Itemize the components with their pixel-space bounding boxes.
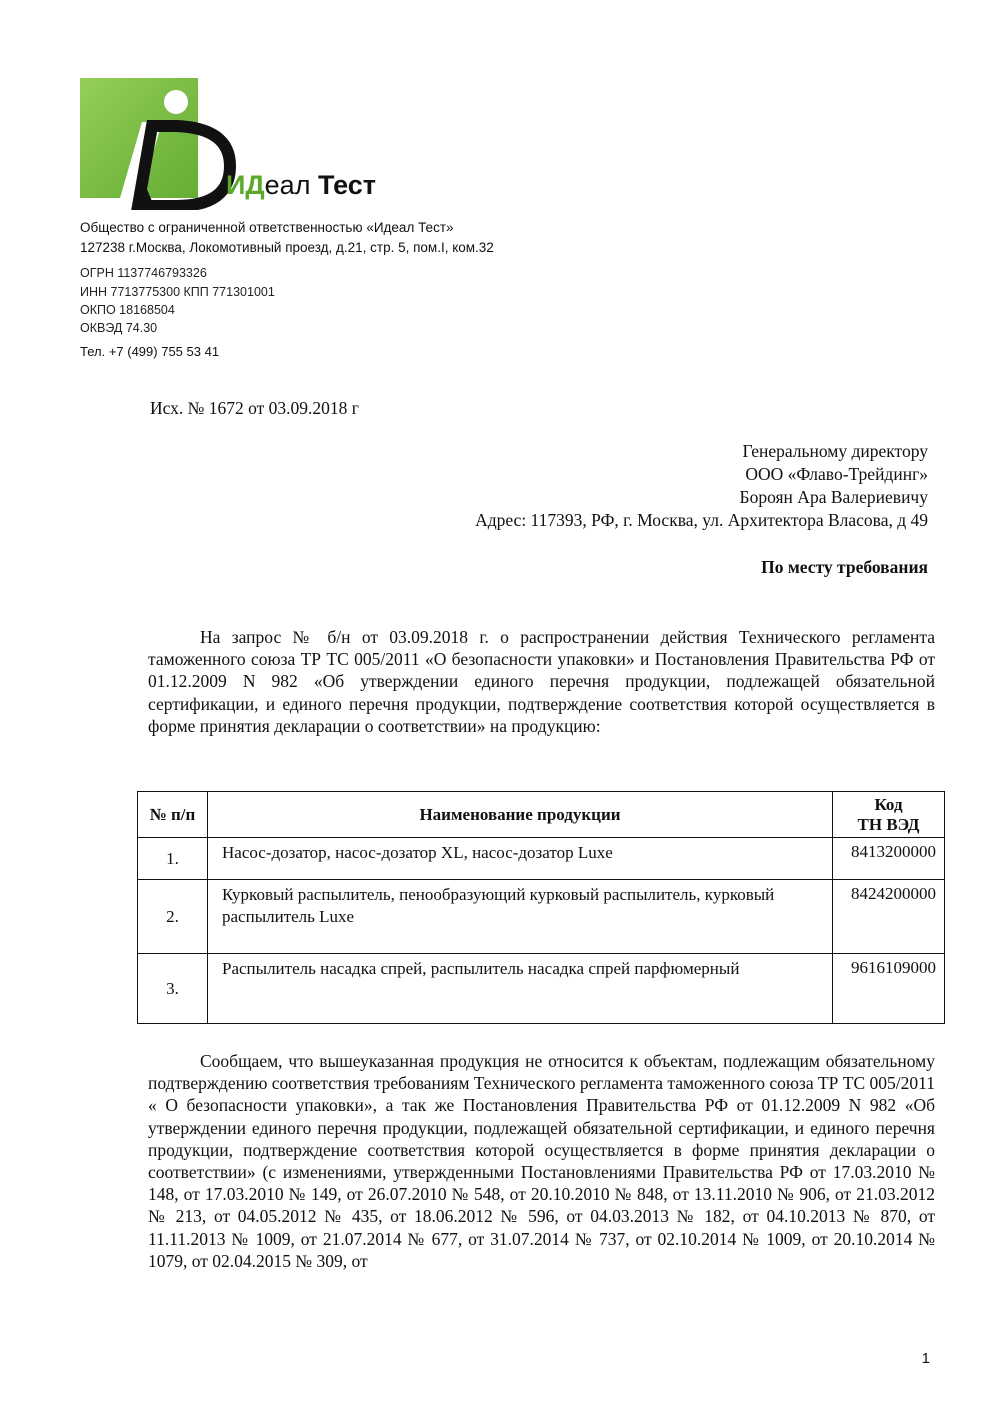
company-okpo: ОКПО 18168504 [80,303,175,317]
table-row [138,838,945,880]
company-inn-kpp: ИНН 7713775300 КПП 771301001 [80,285,275,299]
addressee-company: ООО «Флаво-Трейдинг» [745,464,928,484]
addressee-position: Генеральному директору [742,441,928,461]
company-ogrn: ОГРН 1137746793326 [80,266,207,280]
page-number: 1 [921,1350,930,1367]
header-code [833,792,945,838]
products-table [137,791,945,1024]
row-code: 9616109000 [833,954,945,1024]
table-header-row [138,792,945,838]
addressee-block [475,440,928,532]
intro-paragraph: На запрос № б/н от 03.09.2018 г. о распространении действия Технического регламента таможенного союза ТР ТС 005/2011 «О безопасности упаковки» и Постановления Правительства РФ от 01.12.2009 N 982 «Об утверждении единого перечня продукции, подлежащей обязательной сертификации, и единого перечня продукции, подтверждение соответствия которой осуществляется в форме принятия декларации о соответствии» на продукцию: [148,627,935,736]
header-name: Наименование продукции [208,792,833,838]
conclusion-paragraph: Сообщаем, что вышеуказанная продукция не относится к объектам, подлежащим обязательному подтверждению соответствия требованиям Технического регламента таможенного союза ТР ТС 005/2011 « О безопасности упаковки», а так же Постановления Правительства РФ от 01.12.2009 N 982 «Об утверждении единого перечня продукции, подлежащей обязательной сертификации, и единого перечня продукции, подтверждение соответствия которой осуществляется в форме принятия декларации о соответствии» (с изменениями, утвержденными Постановлениями Правительства РФ от 17.03.2010 № 148, от 17.03.2010 № 149, от 26.07.2010 № 548, от 20.10.2010 № 848, от 13.11.2010 № 906, от 21.03.2012 № 213, от 04.05.2012 № 435, от 18.06.2012 № 596, от 04.03.2013 № 182, от 04.10.2013 № 870, от 11.11.2013 № 1009, от 21.07.2014 № 677, от 31.07.2014 № 737, от 02.10.2014 № 1009, от 20.10.2014 № 1079, от 02.04.2015 № 309, от [148,1051,935,1271]
outgoing-number: Исх. № 1672 от 03.09.2018 г [150,398,359,418]
table-row [138,954,945,1024]
row-code: 8424200000 [833,880,945,954]
addressee-address: Адрес: 117393, РФ, г. Москва, ул. Архитектора Власова, д 49 [475,510,928,530]
header-code-line1: Код [874,794,903,814]
row-num: 3. [138,954,208,1024]
company-okved: ОКВЭД 74.30 [80,321,158,335]
logo-wordmark: ИДеал Тест [226,170,377,200]
header-num: № п/п [138,792,208,838]
addressee-person: Бороян Ара Валериевичу [739,487,928,507]
row-num: 1. [138,838,208,880]
header-code-line2: ТН ВЭД [857,814,920,834]
row-code: 8413200000 [833,838,945,880]
company-name: Общество с ограниченной ответственностью «Идеал Тест» [80,220,454,235]
table-row [138,880,945,954]
row-product-name: Насос-дозатор, насос-дозатор XL, насос-дозатор Luxe [208,838,833,880]
row-product-name: Курковый распылитель, пенообразующий курковый распылитель, курковый распылитель Luxe [208,880,833,954]
company-phone: Тел. +7 (499) 755 53 41 [80,344,220,359]
place-of-demand: По месту требования [761,557,928,577]
company-address: 127238 г.Москва, Локомотивный проезд, д.21, стр. 5, пом.I, ком.32 [80,240,494,255]
row-product-name: Распылитель насадка спрей, распылитель насадка спрей парфюмерный [208,954,833,1024]
row-num: 2. [138,880,208,954]
